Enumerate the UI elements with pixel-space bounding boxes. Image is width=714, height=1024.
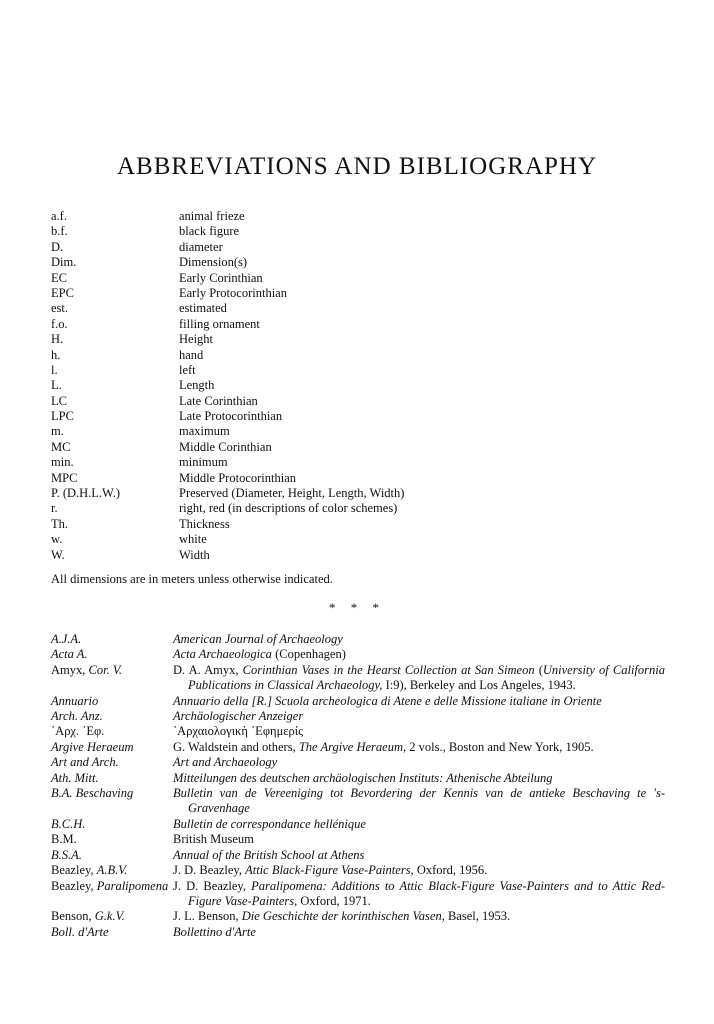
section-separator: * * * xyxy=(329,600,385,615)
abbreviation-row xyxy=(51,455,671,470)
bibliography-reference xyxy=(173,755,665,770)
bibliography-reference xyxy=(173,663,665,694)
abbreviation-key: h. xyxy=(51,347,61,362)
abbreviation-key: r. xyxy=(51,501,58,516)
abbreviation-meaning: Height xyxy=(179,332,214,347)
text-segment: ᾿Αρχ. ᾿Εφ. xyxy=(51,724,105,739)
bibliography-reference xyxy=(173,848,665,863)
abbreviation-key: W. xyxy=(51,547,65,562)
abbreviation-row xyxy=(51,471,671,486)
abbreviation-meaning: Thickness xyxy=(179,516,230,531)
text-segment: Acta A. xyxy=(51,647,88,662)
text-segment: ᾿Αρχαιολογικὴ ᾿Εφημερίς xyxy=(173,724,304,739)
abbreviation-meaning: diameter xyxy=(179,239,223,254)
abbreviation-row xyxy=(51,317,671,332)
text-segment: Acta Archaeologica xyxy=(173,647,272,662)
abbreviation-row xyxy=(51,486,671,501)
text-segment: J. D. Beazley, xyxy=(173,863,246,878)
abbreviation-key: D. xyxy=(51,239,64,254)
text-segment: Basel, 1953. xyxy=(444,909,511,924)
bibliography-entry xyxy=(51,925,665,940)
text-segment: Argive Heraeum xyxy=(51,739,134,754)
abbreviation-row xyxy=(51,301,671,316)
abbreviation-row xyxy=(51,240,671,255)
text-segment: Amyx, xyxy=(51,662,89,677)
abbreviation-meaning: Dimension(s) xyxy=(179,255,248,270)
text-segment: Die Geschichte der korinthischen Vasen, xyxy=(241,909,445,924)
abbreviation-row xyxy=(51,501,671,516)
bibliography-entry xyxy=(51,709,665,724)
abbreviation-key: H. xyxy=(51,332,64,347)
bibliography-reference xyxy=(173,879,665,910)
abbreviation-key: a.f. xyxy=(51,209,67,223)
text-segment: Bulletin de correspondance hellénique xyxy=(173,816,366,831)
dimensions-note: All dimensions are in meters unless otherwise indicated. xyxy=(51,572,333,586)
abbreviation-key: L. xyxy=(51,378,62,393)
abbreviation-key: MPC xyxy=(51,470,78,485)
bibliography-entry xyxy=(51,848,665,863)
text-segment: Oxford, 1971. xyxy=(297,893,371,908)
text-segment: B.M. xyxy=(51,832,77,847)
abbreviation-key: b.f. xyxy=(51,224,68,239)
bibliography-entry xyxy=(51,786,665,817)
bibliography-abbreviation xyxy=(51,925,173,940)
text-segment: I:9), Berkeley and Los Angeles, 1943. xyxy=(382,678,576,693)
bibliography-entry xyxy=(51,755,665,770)
text-segment: Beazley, xyxy=(51,863,97,878)
abbreviation-key: est. xyxy=(51,301,69,316)
text-segment: Benson, xyxy=(51,909,95,924)
bibliography-reference xyxy=(173,694,665,709)
bibliography-abbreviation xyxy=(51,755,173,770)
abbreviation-key: LPC xyxy=(51,409,74,424)
text-segment: B.C.H. xyxy=(51,816,86,831)
abbreviation-row xyxy=(51,255,671,270)
bibliography-abbreviation xyxy=(51,817,173,832)
bibliography-entry xyxy=(51,663,665,694)
bibliography-abbreviation xyxy=(51,694,173,709)
abbreviation-key: min. xyxy=(51,455,74,470)
bibliography-reference xyxy=(173,863,665,878)
text-segment: Cor. V. xyxy=(88,662,122,677)
abbreviation-key: Dim. xyxy=(51,255,77,270)
bibliography-reference xyxy=(173,786,665,817)
text-segment: (Copenhagen) xyxy=(271,647,346,662)
abbreviation-meaning: minimum xyxy=(179,455,228,470)
text-segment: B.A. Beschaving xyxy=(51,786,134,801)
bibliography-entry xyxy=(51,771,665,786)
text-segment: G. Waldstein and others, xyxy=(173,739,299,754)
abbreviation-meaning: Early Protocorinthian xyxy=(179,285,287,300)
text-segment: Ath. Mitt. xyxy=(51,770,99,785)
bibliography-abbreviation xyxy=(51,879,173,910)
abbreviation-key: l. xyxy=(51,362,58,377)
abbreviation-meaning: filling ornament xyxy=(179,316,260,331)
abbreviation-key: LC xyxy=(51,393,67,408)
abbreviation-meaning: Late Protocorinthian xyxy=(179,409,283,424)
bibliography-reference xyxy=(173,724,665,739)
abbreviation-key: f.o. xyxy=(51,316,68,331)
text-segment: The Argive Heraeum, xyxy=(298,739,407,754)
abbreviation-row xyxy=(51,363,671,378)
abbreviation-meaning: hand xyxy=(179,347,204,362)
bibliography-entry xyxy=(51,740,665,755)
bibliography-abbreviation xyxy=(51,909,173,924)
bibliography-entry xyxy=(51,817,665,832)
bibliography-reference xyxy=(173,925,665,940)
abbreviation-row xyxy=(51,348,671,363)
bibliography-reference xyxy=(173,632,665,647)
abbreviation-meaning: right, red (in descriptions of color schemes) xyxy=(179,501,398,516)
text-segment: J. D. Beazley, xyxy=(173,878,252,893)
abbreviation-row xyxy=(51,286,671,301)
bibliography-entry xyxy=(51,647,665,662)
abbreviation-meaning: estimated xyxy=(179,301,227,316)
text-segment: Mitteilungen des deutschen archäologischen Instituts: Athenische Abteilung xyxy=(173,770,553,785)
text-segment: Archäologischer Anzeiger xyxy=(173,709,304,724)
text-segment: Boll. d'Arte xyxy=(51,924,109,939)
text-segment: Oxford, 1956. xyxy=(413,863,488,878)
abbreviation-key: Th. xyxy=(51,516,69,531)
bibliography-entry xyxy=(51,694,665,709)
abbreviation-row xyxy=(51,394,671,409)
abbreviation-key: m. xyxy=(51,424,64,439)
abbreviation-key: w. xyxy=(51,532,63,547)
bibliography-abbreviation xyxy=(51,724,173,739)
bibliography-abbreviation xyxy=(51,832,173,847)
abbreviation-row xyxy=(51,532,671,547)
text-segment: B.S.A. xyxy=(51,847,82,862)
bibliography-entry xyxy=(51,724,665,739)
abbreviation-row xyxy=(51,378,671,393)
bibliography-abbreviation xyxy=(51,786,173,817)
text-segment: Bollettino d'Arte xyxy=(173,924,256,939)
abbreviation-meaning: Width xyxy=(179,547,210,562)
abbreviation-key: EC xyxy=(51,270,67,285)
abbreviation-row xyxy=(51,332,671,347)
abbreviation-row xyxy=(51,271,671,286)
bibliography-reference xyxy=(173,832,665,847)
text-segment: Arch. Anz. xyxy=(51,709,103,724)
bibliography-entry xyxy=(51,863,665,878)
bibliography-abbreviation xyxy=(51,663,173,694)
bibliography-list xyxy=(51,632,665,940)
abbreviation-meaning: black figure xyxy=(179,224,240,239)
text-segment: Annual of the British School at Athens xyxy=(173,847,365,862)
bibliography-reference xyxy=(173,909,665,924)
abbreviation-meaning: maximum xyxy=(179,424,230,439)
text-segment: Art and Arch. xyxy=(51,755,119,770)
bibliography-entry xyxy=(51,632,665,647)
abbreviation-meaning: Middle Corinthian xyxy=(179,439,272,454)
bibliography-entry xyxy=(51,832,665,847)
text-segment: J. L. Benson, xyxy=(173,909,242,924)
abbreviation-row xyxy=(51,224,671,239)
abbreviation-key: EPC xyxy=(51,285,74,300)
abbreviations-list xyxy=(51,209,671,563)
bibliography-entry xyxy=(51,909,665,924)
abbreviation-meaning: Length xyxy=(179,378,215,393)
page-title: ABBREVIATIONS AND BIBLIOGRAPHY xyxy=(116,153,598,180)
abbreviation-row xyxy=(51,440,671,455)
text-segment: Attic Black-Figure Vase-Painters, xyxy=(245,863,414,878)
text-segment: Beazley, xyxy=(51,878,97,893)
abbreviation-row xyxy=(51,517,671,532)
bibliography-abbreviation xyxy=(51,863,173,878)
abbreviation-row xyxy=(51,548,671,563)
text-segment: D. A. Amyx, xyxy=(173,662,243,677)
text-segment: Paralipomena: Additions to Attic Black-Figure Vase-Painters and to Attic Red-Figure Vase-Painters, xyxy=(188,878,665,908)
text-segment: Bulletin van de Vereeniging tot Bevordering der Kennis van de antieke Beschaving te 's-Gravenhage xyxy=(173,786,665,816)
text-segment: University of California Publications in Classical Archaeology, xyxy=(188,662,665,693)
abbreviation-row xyxy=(51,209,671,224)
bibliography-reference xyxy=(173,771,665,786)
text-segment: American Journal of Archaeology xyxy=(173,632,343,646)
text-segment: Paralipomena xyxy=(96,878,169,893)
text-segment: Annuario della [R.] Scuola archeologica di Atene e delle Missione italiane in Oriente xyxy=(173,693,602,708)
abbreviation-key: P. (D.H.L.W.) xyxy=(51,486,120,501)
text-segment: Corinthian Vases in the Hearst Collection at San Simeon xyxy=(242,662,535,677)
text-segment: Annuario xyxy=(51,693,99,708)
bibliography-abbreviation xyxy=(51,771,173,786)
bibliography-reference xyxy=(173,709,665,724)
text-segment: G.k.V. xyxy=(94,909,125,924)
abbreviation-key: MC xyxy=(51,439,71,454)
abbreviation-meaning: animal frieze xyxy=(179,209,245,223)
bibliography-abbreviation xyxy=(51,632,173,647)
bibliography-abbreviation xyxy=(51,709,173,724)
bibliography-reference xyxy=(173,817,665,832)
text-segment: A.B.V. xyxy=(96,863,128,878)
abbreviation-meaning: white xyxy=(179,532,207,547)
bibliography-abbreviation xyxy=(51,848,173,863)
bibliography-reference xyxy=(173,740,665,755)
abbreviation-meaning: Late Corinthian xyxy=(179,393,258,408)
abbreviation-row xyxy=(51,424,671,439)
text-segment: British Museum xyxy=(173,832,254,847)
abbreviation-row xyxy=(51,409,671,424)
text-segment: ( xyxy=(534,662,543,677)
bibliography-abbreviation xyxy=(51,740,173,755)
bibliography-abbreviation xyxy=(51,647,173,662)
abbreviation-meaning: Preserved (Diameter, Height, Length, Width) xyxy=(179,486,405,501)
text-segment: A.J.A. xyxy=(51,632,82,646)
abbreviation-meaning: left xyxy=(179,362,196,377)
bibliography-entry xyxy=(51,879,665,910)
bibliography-reference xyxy=(173,647,665,662)
abbreviation-meaning: Middle Protocorinthian xyxy=(179,470,296,485)
text-segment: Art and Archaeology xyxy=(173,755,278,770)
text-segment: 2 vols., Boston and New York, 1905. xyxy=(406,739,594,754)
abbreviation-meaning: Early Corinthian xyxy=(179,270,263,285)
